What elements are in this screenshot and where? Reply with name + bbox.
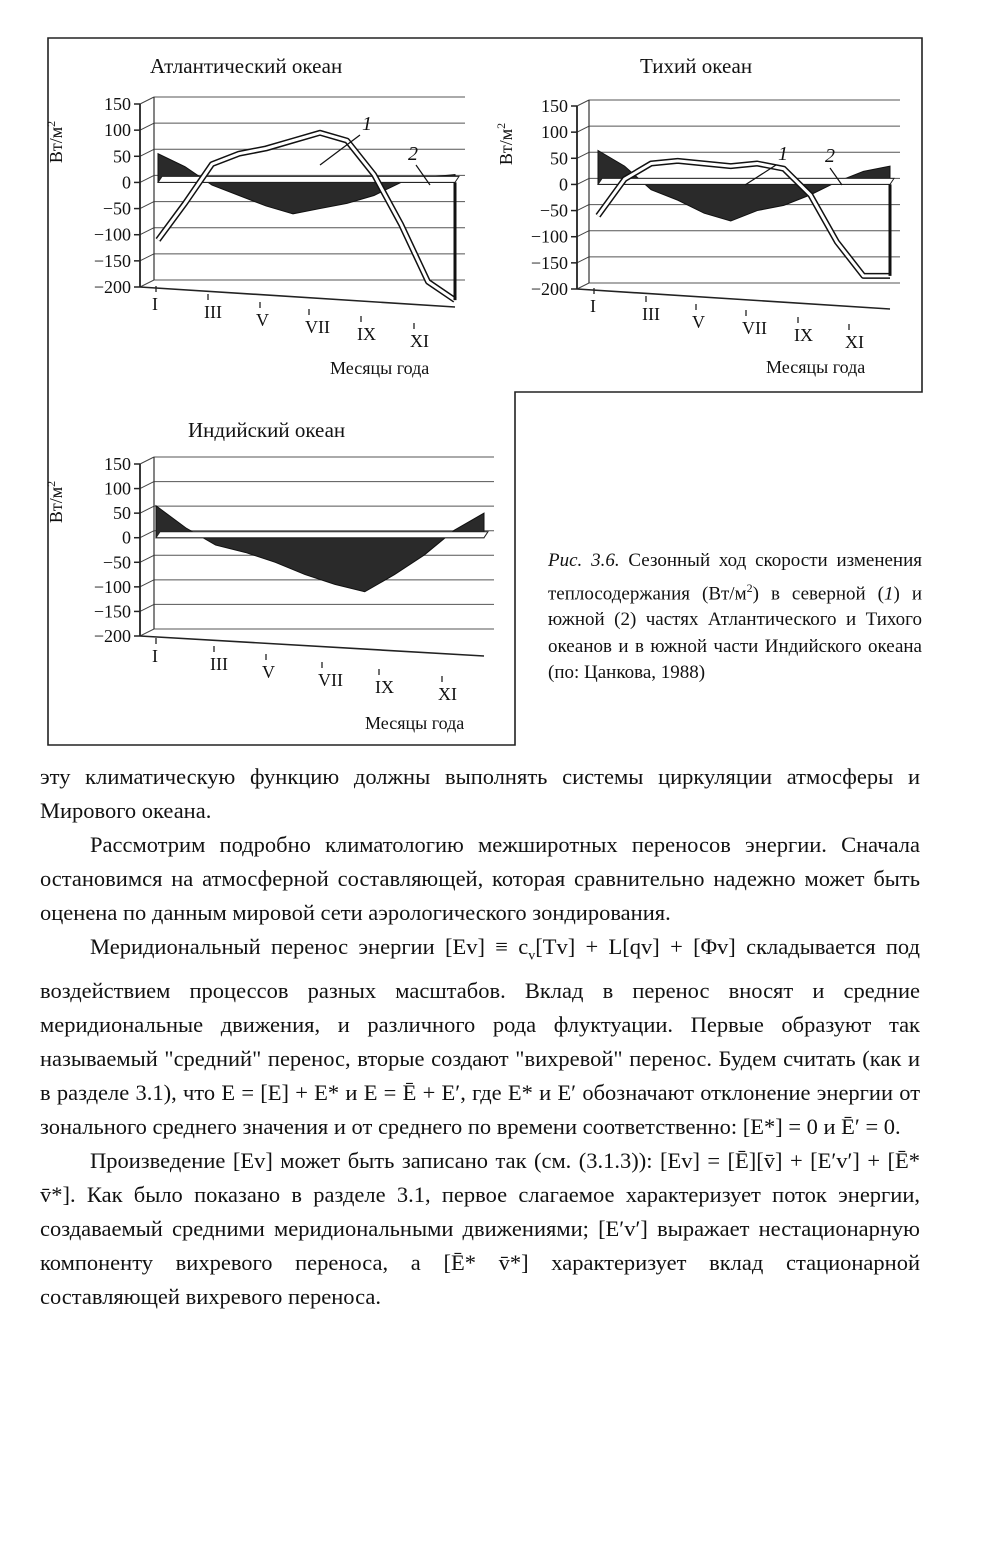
y-axis-label <box>494 123 516 165</box>
paragraph-3 <box>40 930 920 1144</box>
indian-title: Индийский океан <box>188 418 346 442</box>
x-tick-label: V <box>256 310 269 330</box>
p3-text-e: обозначают отклонение энергии от зонального среднего значения и от среднего по времени соответственно: <box>40 1079 921 1139</box>
y-tick-label: −150 <box>530 252 568 273</box>
grid-diagonal <box>577 231 589 237</box>
grid-diagonal <box>140 604 154 611</box>
x-axis <box>140 636 484 656</box>
grid-diagonal <box>140 580 154 587</box>
p3-formula-4: E* <box>507 1079 533 1105</box>
y-tick-label: 100 <box>541 122 568 143</box>
y-tick-label: 0 <box>559 174 568 195</box>
x-tick-label: IX <box>357 324 376 344</box>
y-tick-label: −150 <box>93 250 131 271</box>
grid-diagonal <box>140 555 154 562</box>
y-tick-label: −200 <box>530 279 568 299</box>
figure-caption <box>548 548 922 687</box>
y-tick-label: −150 <box>93 601 131 622</box>
atlantic-xlabel: Месяцы года <box>330 358 430 378</box>
curve-label: 2 <box>825 145 835 167</box>
paragraph-2: Рассмотрим подробно климатологию межширотных переносов энергии. Сначала остановимся на атмосферной составляющей, которая сравнительно надежно может быть оценена по данным мировой сети аэрологического зондирования. <box>40 832 920 925</box>
paragraph-1: эту климатическую функцию должны выполнять системы циркуляции атмосферы и Мирового океана. <box>40 764 920 823</box>
body-text <box>40 760 920 1314</box>
p3-text-d: и <box>532 1079 558 1105</box>
x-tick-label: IX <box>794 325 813 345</box>
p3-text-c: , где <box>460 1079 508 1105</box>
p3-formula-sub: v <box>528 948 536 964</box>
y-axis-label-sup: 2 <box>44 480 58 487</box>
y-tick-label: −100 <box>93 224 131 245</box>
grid-diagonal <box>577 152 589 158</box>
y-tick-label: −50 <box>102 552 131 573</box>
y-axis-label-sup: 2 <box>44 120 58 127</box>
grid-diagonal <box>140 123 154 130</box>
chart-pacific <box>494 96 900 352</box>
x-tick-label: I <box>152 646 158 666</box>
p4-text-c: Как было показано в разделе 3.1, первое слагаемое характеризует поток энергии, создаваемый средними меридиональными движениями; <box>40 1181 920 1241</box>
p4-text-b: может быть записано так (см. (3.1.3)): <box>272 1147 660 1173</box>
y-tick-label: 0 <box>122 527 131 548</box>
caption-text2: ) в северной ( <box>752 582 884 604</box>
x-tick-label: III <box>204 302 222 322</box>
y-tick-label: 50 <box>550 148 568 169</box>
grid-diagonal <box>577 126 589 132</box>
x-tick-label: III <box>210 654 228 674</box>
y-axis-label <box>44 481 66 523</box>
x-tick-label: I <box>590 296 596 316</box>
y-tick-label: −200 <box>93 626 131 646</box>
grid-diagonal <box>140 457 154 464</box>
x-tick-label: IX <box>375 677 394 697</box>
p3-formula-3: E = [E] + E* и E = Ē + E′ <box>221 1079 461 1105</box>
x-tick-label: VII <box>318 670 343 690</box>
caption-label: Рис. 3.6. <box>548 550 620 571</box>
x-tick-label: XI <box>410 331 429 351</box>
caption-text3: ) и южной (2) частях Атлантического и Тихого океанов и в южной части Индийского океана (по: Цанкова, 1988) <box>548 582 923 684</box>
y-tick-label: 100 <box>104 478 131 499</box>
chart-indian <box>44 454 494 704</box>
y-tick-label: −100 <box>93 576 131 597</box>
p3-formula-5: E′ <box>557 1079 577 1105</box>
y-tick-label: −200 <box>93 277 131 297</box>
grid-diagonal <box>140 506 154 513</box>
pacific-xlabel: Месяцы года <box>766 357 866 377</box>
caption-text: Сезонный ход скорости изменения теплосодержания (Вт/м <box>548 550 922 604</box>
series-dark-area <box>598 150 890 221</box>
grid-diagonal <box>140 97 154 104</box>
p4-text-d: выражает нестационарную компоненту вихревого переноса, а <box>40 1215 920 1275</box>
zero-ribbon <box>156 532 488 538</box>
p3-formula-2: [Tv] + L[qv] + [Φv] <box>535 934 736 959</box>
y-axis-label-text: Вт/м <box>46 126 66 164</box>
grid-diagonal <box>140 629 154 636</box>
p4-text-e: характеризует вклад стационарной составляющей вихревого переноса. <box>40 1249 920 1309</box>
grid-diagonal <box>140 280 154 287</box>
x-tick-label: VII <box>742 318 767 338</box>
grid-diagonal <box>140 175 154 182</box>
grid-diagonal <box>577 178 589 184</box>
grid-diagonal <box>140 482 154 489</box>
p3-formula-1: [Ev] ≡ c <box>444 934 529 959</box>
indian-xlabel: Месяцы года <box>365 713 465 733</box>
y-tick-label: 50 <box>113 503 131 524</box>
grid-diagonal <box>140 254 154 261</box>
x-tick-label: VII <box>305 317 330 337</box>
grid-diagonal <box>577 283 589 289</box>
p4-formula-2: [Ev] = [Ē][v̄] + [E′v′] + [Ē* v̄*]. <box>40 1147 920 1207</box>
grid-diagonal <box>140 202 154 209</box>
pacific-title: Тихий океан <box>640 54 753 78</box>
curve-label: 2 <box>408 143 418 165</box>
grid-diagonal <box>140 228 154 235</box>
caption-sup: 2 <box>746 580 753 595</box>
caption-n1: 1 <box>884 582 894 604</box>
grid-diagonal <box>577 205 589 211</box>
y-axis-label-text: Вт/м <box>496 128 516 166</box>
p4-text-a: Произведение <box>90 1147 233 1173</box>
x-axis <box>140 287 455 307</box>
x-tick-label: V <box>262 662 275 682</box>
y-tick-label: −50 <box>102 198 131 219</box>
p4-formula-4: [Ē* v̄*] <box>443 1249 529 1275</box>
atlantic-title: Атлантический океан <box>150 54 343 78</box>
x-tick-label: I <box>152 294 158 314</box>
chart-atlantic <box>44 94 465 351</box>
x-tick-label: III <box>642 304 660 324</box>
y-tick-label: −100 <box>530 226 568 247</box>
y-tick-label: 150 <box>104 454 131 474</box>
x-axis <box>577 289 890 309</box>
p4-formula-3: [E′v′] <box>598 1215 648 1241</box>
y-tick-label: −50 <box>539 200 568 221</box>
curve-label: 1 <box>778 143 788 165</box>
x-tick-label: XI <box>438 684 457 704</box>
p3-text-b: складывается под воздействием процессов разных масштабов. Вклад в перенос вносят и средние меридиональные движения, и различного рода флуктуации. Первые образуют так называемый "средний" перенос, вторые создают "вихревой" перенос. Будем считать (как и в разделе 3.1), что <box>40 934 920 1105</box>
x-tick-label: XI <box>845 332 864 352</box>
zero-ribbon <box>598 178 894 184</box>
y-tick-label: 150 <box>541 96 568 116</box>
y-tick-label: 50 <box>113 146 131 167</box>
p3-formula-6: [E*] = 0 и Ē′ = 0. <box>742 1113 901 1139</box>
grid-diagonal <box>577 100 589 106</box>
grid-diagonal <box>577 257 589 263</box>
y-tick-label: 150 <box>104 94 131 114</box>
y-axis-label <box>44 121 66 163</box>
grid-diagonal <box>140 531 154 538</box>
curve-label: 1 <box>362 113 372 135</box>
p3-text-a: Меридиональный перенос энергии <box>90 934 445 959</box>
y-axis-label-text: Вт/м <box>46 486 66 524</box>
x-tick-label: V <box>692 312 705 332</box>
y-tick-label: 0 <box>122 172 131 193</box>
y-tick-label: 100 <box>104 120 131 141</box>
series-dark-area <box>156 506 484 592</box>
grid-diagonal <box>140 149 154 156</box>
paragraph-4 <box>40 1144 920 1314</box>
p4-formula-1: [Ev] <box>232 1147 273 1173</box>
y-axis-label-sup: 2 <box>494 122 508 129</box>
